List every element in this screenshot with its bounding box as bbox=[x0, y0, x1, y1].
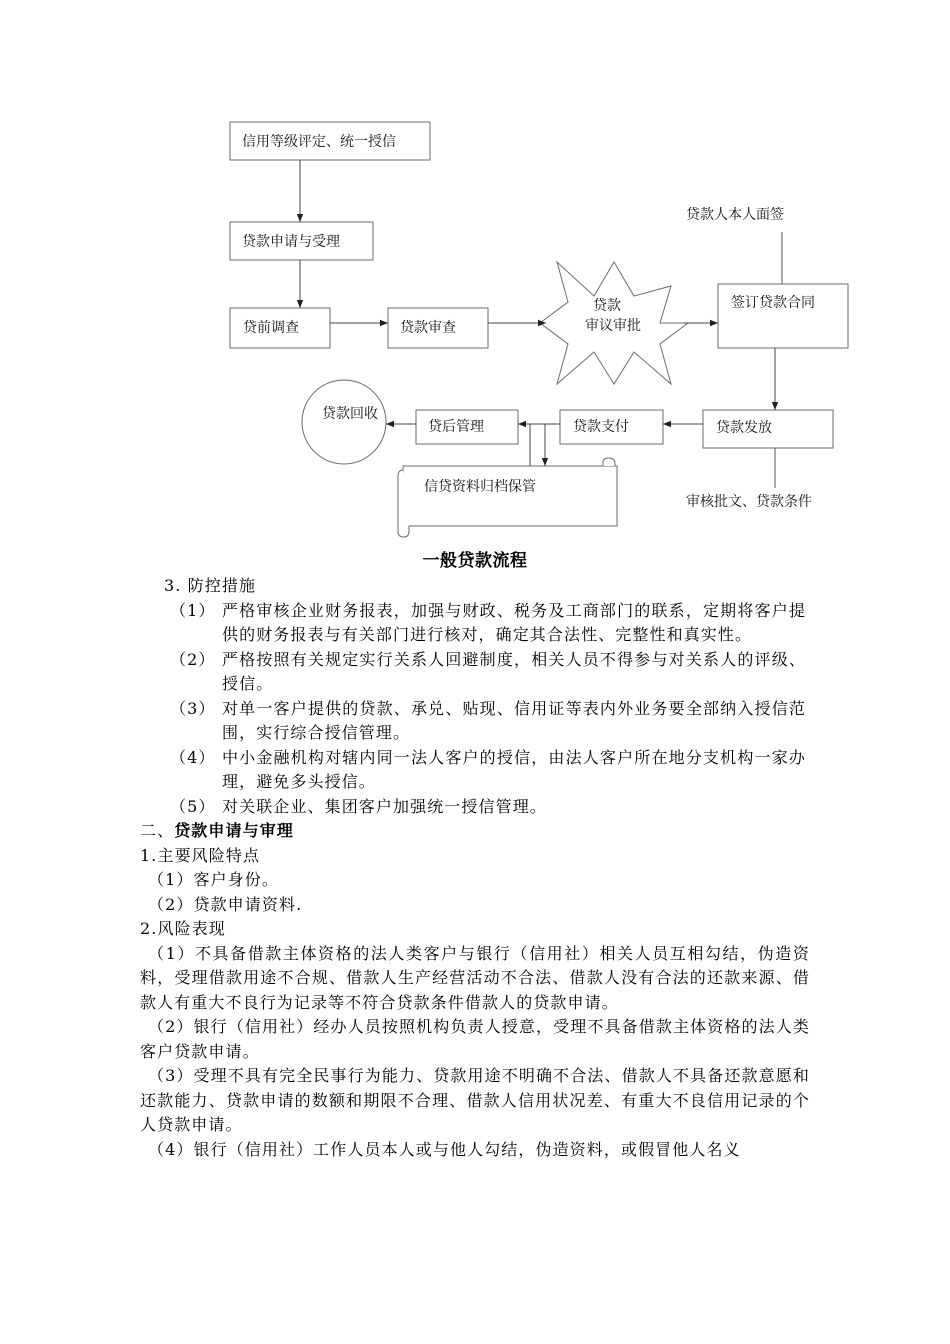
node-loan-application-label: 贷款申请与受理 bbox=[242, 234, 340, 250]
prevention-item bbox=[170, 746, 812, 795]
document-body bbox=[140, 574, 812, 1162]
prevention-item-marker: （3） bbox=[170, 698, 216, 718]
prevention-item-marker: （5） bbox=[170, 796, 216, 816]
loan-process-flowchart bbox=[0, 0, 950, 540]
node-sign-contract bbox=[718, 284, 848, 348]
approval-conditions-note: 审核批文、贷款条件 bbox=[686, 494, 812, 510]
section-number: 二、 bbox=[140, 821, 175, 840]
node-loan-examination-label: 贷款审查 bbox=[400, 320, 456, 336]
prevention-item bbox=[170, 599, 812, 648]
prevention-item bbox=[170, 648, 812, 697]
prevention-heading: 3. 防控措施 bbox=[164, 576, 257, 595]
node-loan-recovery bbox=[302, 380, 386, 464]
prevention-item-marker: （2） bbox=[170, 649, 216, 669]
prevention-item bbox=[170, 795, 812, 820]
node-pre-loan-survey-label: 贷前调查 bbox=[243, 320, 299, 336]
node-archive-scroll bbox=[403, 466, 617, 526]
prevention-item bbox=[170, 697, 812, 746]
prevention-item-marker: （4） bbox=[170, 747, 216, 767]
risk-feature-item: （2）贷款申请资料. bbox=[148, 894, 303, 914]
node-payment-label: 贷款支付 bbox=[573, 419, 629, 435]
node-disbursement-label: 贷款发放 bbox=[716, 420, 772, 436]
node-archive-label: 信贷资料归档保管 bbox=[424, 479, 536, 495]
node-loan-recovery-label: 贷款回收 bbox=[322, 406, 378, 422]
prevention-item-text: 对关联企业、集团客户加强统一授信管理。 bbox=[222, 796, 547, 816]
risk-feature-item: （1）客户身份。 bbox=[148, 870, 279, 889]
node-post-loan-management-label: 贷后管理 bbox=[428, 419, 484, 435]
scroll-curl-top bbox=[603, 458, 615, 466]
prevention-item-text: 严格按照有关规定实行关系人回避制度，相关人员不得参与对关系人的评级、授信。 bbox=[222, 649, 806, 693]
risk-expression-heading: 2.风险表现 bbox=[140, 919, 226, 938]
risk-expression-item: （1）不具备借款主体资格的法人类客户与银行（信用社）相关人员互相勾结，伪造资料，受理借款用途不合规、借款人生产经营活动不合法、借款人没有合法的还款来源、借款人有重大不良行为记录等不符合贷款条件借款人的贷款申请。 bbox=[140, 943, 810, 1012]
risk-features-heading: 1.主要风险特点 bbox=[140, 845, 261, 865]
node-sign-contract-label: 签订贷款合同 bbox=[731, 295, 815, 311]
node-review-label-line1: 贷款 bbox=[593, 298, 621, 314]
prevention-item-text: 中小金融机构对辖内同一法人客户的授信，由法人客户所在地分支机构一家办理，避免多头授信。 bbox=[222, 747, 806, 791]
risk-expression-item: （2）银行（信用社）经办人员按照机构负责人授意，受理不具备借款主体资格的法人类客户贷款申请。 bbox=[140, 1017, 810, 1061]
node-credit-rating-label: 信用等级评定、统一授信 bbox=[242, 134, 396, 150]
flowchart-caption: 一般贷款流程 bbox=[422, 551, 528, 571]
prevention-item-text: 严格审核企业财务报表，加强与财政、税务及工商部门的联系，定期将客户提供的财务报表与有关部门进行核对，确定其合法性、完整性和真实性。 bbox=[222, 600, 806, 644]
prevention-item-text: 对单一客户提供的贷款、承兑、贴现、信用证等表内外业务要全部纳入授信范围，实行综合授信管理。 bbox=[222, 698, 806, 742]
section-heading bbox=[140, 819, 812, 844]
node-review-label-line2: 审议审批 bbox=[585, 318, 641, 334]
risk-expression-item: （4）银行（信用社）工作人员本人或与他人勾结，伪造资料，或假冒他人名义 bbox=[148, 1139, 741, 1159]
prevention-item-marker: （1） bbox=[170, 600, 216, 620]
section-title: 贷款申请与审理 bbox=[174, 821, 294, 840]
risk-expression-item: （3）受理不具有完全民事行为能力、贷款用途不明确不合法、借款人不具备还款意愿和还款能力、贷款申请的数额和期限不合理、借款人信用状况差、有重大不良信用记录的个人贷款申请。 bbox=[140, 1066, 810, 1134]
sign-in-person-note: 贷款人本人面签 bbox=[686, 207, 784, 223]
